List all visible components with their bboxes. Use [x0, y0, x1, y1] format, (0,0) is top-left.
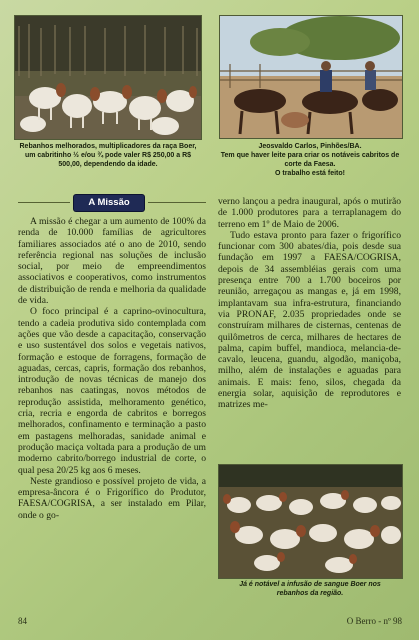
caption-horsemen	[220, 142, 400, 178]
title-rule-left	[18, 202, 70, 203]
caption-boer-herd: Já é notável a infusão de sangue Boer nos rebanhos da região.	[239, 581, 381, 597]
caption-horsemen-line-3: O trabalho está feito!	[274, 170, 345, 177]
title-rule-right	[148, 202, 206, 203]
caption-horsemen-line-1: Jeosvaldo Carlos, Pinhões/BA.	[258, 143, 362, 150]
magazine-issue: O Berro - nº 98	[346, 616, 402, 626]
caption-horsemen-line-2: Tem que haver leite para criar os notáveis cabritos de corte da Faesa.	[220, 152, 400, 168]
page-number: 84	[18, 616, 27, 626]
photo-boer-herd	[218, 464, 403, 579]
caption-goat-herd: Rebanhos melhorados, multiplicadores da raça Boer, um cabritinho ½ e/ou ¾ pode valer R$ 250,00 a R$ 500,00, dependendo da idade.	[19, 143, 197, 168]
paragraph: verno lançou a pedra inaugural, após o mutirão de 1.000 produtores para a terraplanagem do terreno em 1º de Maio de 2006.	[218, 196, 401, 230]
section-title: A Missão	[74, 195, 144, 211]
photo-horsemen	[219, 15, 403, 139]
paragraph: A missão é chegar a um aumento de 100% da renda de 10.000 famílias de agricultores familiares associados até o ano de 2010, sendo referência regional nas soluções de inclusão social, por meio de empreendimentos associativos e cooperativos, como instrumentos de distribuição de renda e melhoria da qualidade de vida.	[18, 216, 206, 307]
right-column	[218, 196, 401, 411]
paragraph: Tudo estava pronto para fazer o frigorífico funcionar com 300 abates/dia, pois desde sua fundação em 1997 a FAESA/COGRISA, depois de 34 assembléias gerais com uma presença entre 700 a 1.700 boceiros por reunião, arregaçou as mangas e, já em 1998, implantavam sua infra-estrutura, financiando via PRONAF, 2.035 propriedades onde se construíram milhares de cisternas, centenas de quilômetros de cerca, milhares de hectares de palma, capim buffel, mandioca, melancia-de-cavalo, leucena, guandu, algodão, maniçoba, milho, além de instalações e aguadas para animais. E mais: feno, silos, chegada da energia solar, aquisição de reprodutores e matrizes me-	[218, 229, 401, 411]
paragraph: O foco principal é a caprino-ovinocultura, tendo a cadeia produtiva sido contemplada com ações que vão desde a capacitação, conservação e uso sustentável dos solos e vegetais nativos, formação e estoque de forragens, formação de aguadas, cercas, capris, formação dos rebanhos, introdução de novas técnicas de manejo dos rebanhos nas caatingas, novos métodos de reprodução assistida, melhoramento genético, cria, recria e engorda de cabritos e borregos melhorados, confinamento e terminação a pasto em pastagens melhoradas, sanidade animal e produção maciça voltada para a produção de um moderno cabrito/borrego industrial de corte, o qual pesa 20/25 kg aos 6 meses.	[18, 306, 206, 476]
photo-goat-herd	[14, 15, 202, 140]
left-column	[18, 216, 206, 521]
paragraph: Neste grandioso e possível projeto de vida, a empresa-âncora é o Frigorífico do Produtor, FAESA/COGRISA, a ser instalado em Pilar, onde o go-	[18, 475, 206, 521]
